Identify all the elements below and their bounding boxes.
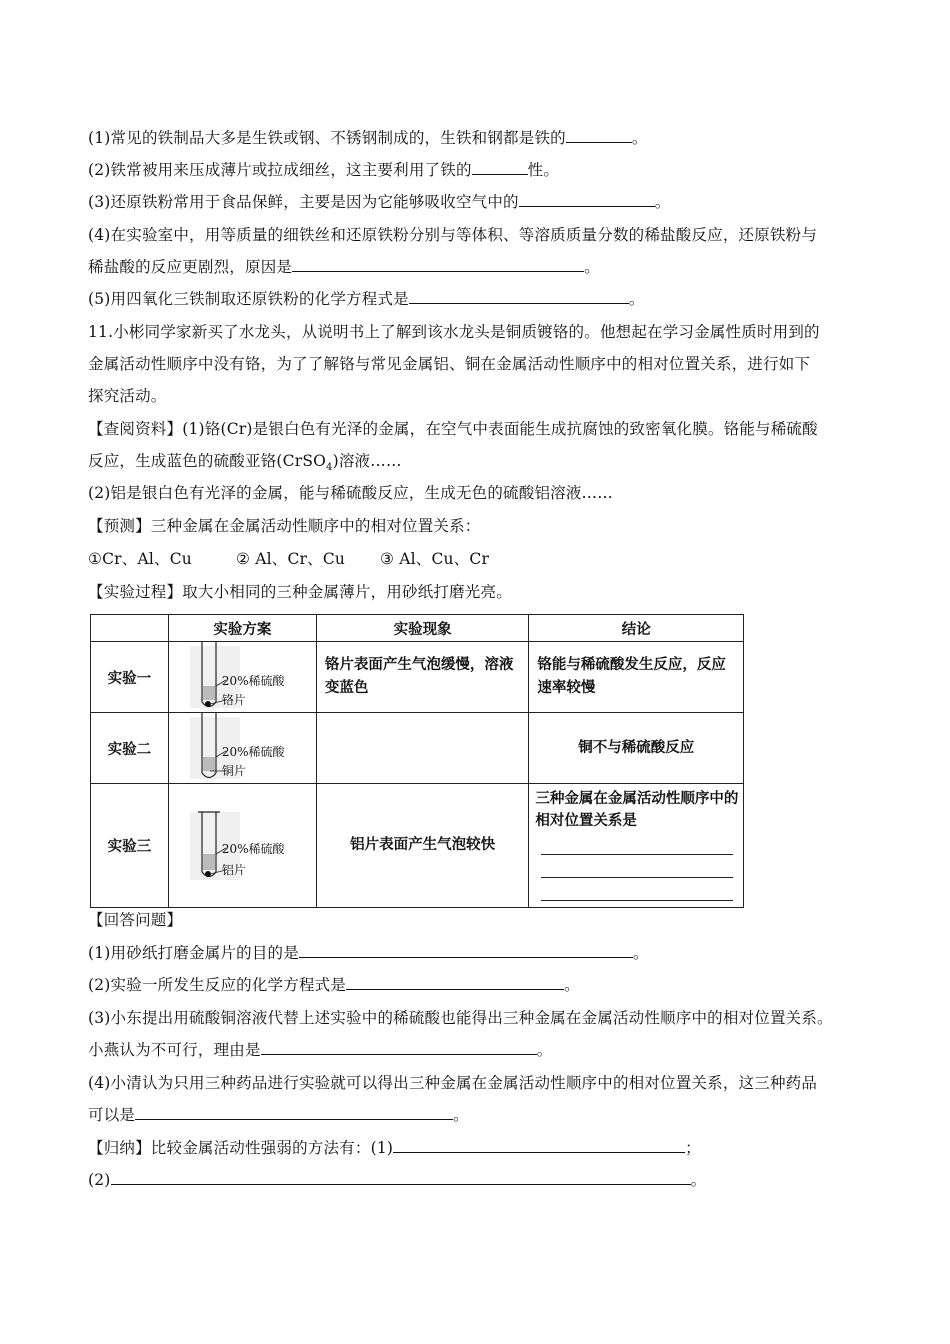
answer-blank[interactable] [261, 1040, 537, 1055]
answer-item-3-cont: 小燕认为不可行，理由是 。 [88, 1041, 553, 1059]
answer-blank[interactable] [346, 975, 564, 990]
answer-item-3: (3)小东提出用硫酸铜溶液代替上述实验中的稀硫酸也能得出三种金属在金属活动性顺序中的相对位置关系。 [88, 1009, 833, 1027]
table-header-row [91, 615, 744, 642]
option-2: ② Al、Cr、Cu [236, 550, 346, 568]
q11-intro-line-3: 探究活动。 [88, 387, 167, 405]
q10-item-5: (5)用四氧化三铁制取还原铁粉的化学方程式是 。 [88, 290, 645, 308]
answer-blank[interactable] [409, 289, 629, 304]
answer-item-1: (1)用砂纸打磨金属片的目的是 。 [88, 944, 649, 962]
phenomenon-cell: 铝片表面产生气泡较快 [316, 784, 529, 908]
conclusion-cell: 铬能与稀硫酸发生反应，反应速率较慢 [529, 642, 744, 713]
answer-blank[interactable] [541, 855, 733, 878]
q10-item-4-cont: 稀盐酸的反应更剧烈，原因是 。 [88, 258, 600, 276]
q10-item-1-text: (1)常见的铁制品大多是生铁或钢、不锈钢制成的，生铁和钢都是铁的 [88, 129, 566, 147]
test-tube-figure [168, 713, 316, 784]
answer-item-4-cont: 可以是 。 [88, 1106, 469, 1124]
row-label: 实验三 [91, 784, 169, 908]
metal-label: 铜片 [221, 764, 246, 778]
q11-intro-line-2: 金属活动性顺序中没有铬，为了了解铬与常见金属铝、铜在金属活动性顺序中的相对位置关系，进行如下 [88, 355, 811, 373]
q10-item-2: (2)铁常被用来压成薄片或拉成细丝，这主要利用了铁的 性。 [88, 161, 560, 179]
answer-blank[interactable] [292, 257, 584, 272]
table-row [91, 642, 744, 713]
answer-blank[interactable] [299, 943, 633, 958]
table-row [91, 713, 744, 784]
option-1: ①Cr、Al、Cu [88, 550, 192, 568]
option-3: ③ Al、Cu、Cr [380, 550, 490, 568]
header-plan: 实验方案 [168, 615, 316, 642]
acid-label: 20%稀硫酸 [221, 674, 285, 688]
table-row [91, 784, 744, 908]
header-conclusion: 结论 [529, 615, 744, 642]
summary-item-1: 【归纳】比较金属活动性强弱的方法有：(1) ； [88, 1139, 701, 1157]
answer-title: 【回答问题】 [88, 911, 183, 929]
test-tube-figure [168, 784, 316, 908]
answer-blank[interactable] [111, 1170, 691, 1185]
metal-label: 铬片 [221, 693, 246, 707]
answer-blank[interactable] [472, 160, 528, 175]
q10-item-4: (4)在实验室中，用等质量的细铁丝和还原铁粉分别与等体积、等溶质质量分数的稀盐酸反应，还原铁粉与 [88, 226, 818, 244]
process-text: 【实验过程】取大小相同的三种金属薄片，用砂纸打磨光亮。 [88, 583, 512, 601]
answer-blank[interactable] [541, 832, 733, 855]
answer-blank[interactable] [519, 192, 655, 207]
header-blank [91, 615, 169, 642]
conclusion-cell: 铜不与稀硫酸反应 [529, 713, 744, 784]
resource-line-2: 反应，生成蓝色的硫酸亚铬(CrSO$_4$)溶液…… [88, 452, 402, 474]
q10-item-3: (3)还原铁粉常用于食品保鲜，主要是因为它能够吸收空气中的 。 [88, 193, 671, 211]
answer-blank[interactable] [566, 128, 632, 143]
answer-blank[interactable] [135, 1105, 453, 1120]
predict-options [88, 549, 868, 569]
row-label: 实验二 [91, 713, 169, 784]
q10-item-1: (1)常见的铁制品大多是生铁或钢、不锈钢制成的，生铁和钢都是铁的 。 [88, 129, 648, 147]
answer-item-2: (2)实验一所发生反应的化学方程式是 。 [88, 976, 580, 994]
conclusion-cell: 三种金属在金属活动性顺序中的相对位置关系是 [529, 784, 744, 908]
resource-line-3: (2)铝是银白色有光泽的金属，能与稀硫酸反应，生成无色的硫酸铝溶液…… [88, 484, 613, 502]
acid-label: 20%稀硫酸 [221, 841, 285, 856]
resource-line-1: 【查阅资料】(1)铬(Cr)是银白色有光泽的金属，在空气中表面能生成抗腐蚀的致密氧化膜。铬能与稀硫酸 [88, 420, 818, 438]
phenomenon-cell-blank[interactable] [316, 713, 529, 784]
predict-title: 【预测】三种金属在金属活动性顺序中的相对位置关系： [88, 517, 481, 535]
answer-item-4: (4)小清认为只用三种药品进行实验就可以得出三种金属在金属活动性顺序中的相对位置关系，这三种药品 [88, 1074, 818, 1092]
answer-blank[interactable] [393, 1138, 685, 1153]
acid-label: 20%稀硫酸 [221, 745, 285, 759]
test-tube-figure [168, 642, 316, 713]
answer-blank[interactable] [541, 878, 733, 901]
row-label: 实验一 [91, 642, 169, 713]
summary-item-2: (2) 。 [88, 1171, 707, 1189]
q11-intro-line-1: 11.小彬同学家新买了水龙头，从说明书上了解到该水龙头是铜质镀铬的。他想起在学习金属性质时用到的 [88, 323, 820, 341]
metal-label: 铝片 [221, 862, 246, 877]
header-phenomenon: 实验现象 [316, 615, 529, 642]
phenomenon-cell: 铬片表面产生气泡缓慢，溶液变蓝色 [316, 642, 529, 713]
experiment-table [90, 614, 744, 908]
